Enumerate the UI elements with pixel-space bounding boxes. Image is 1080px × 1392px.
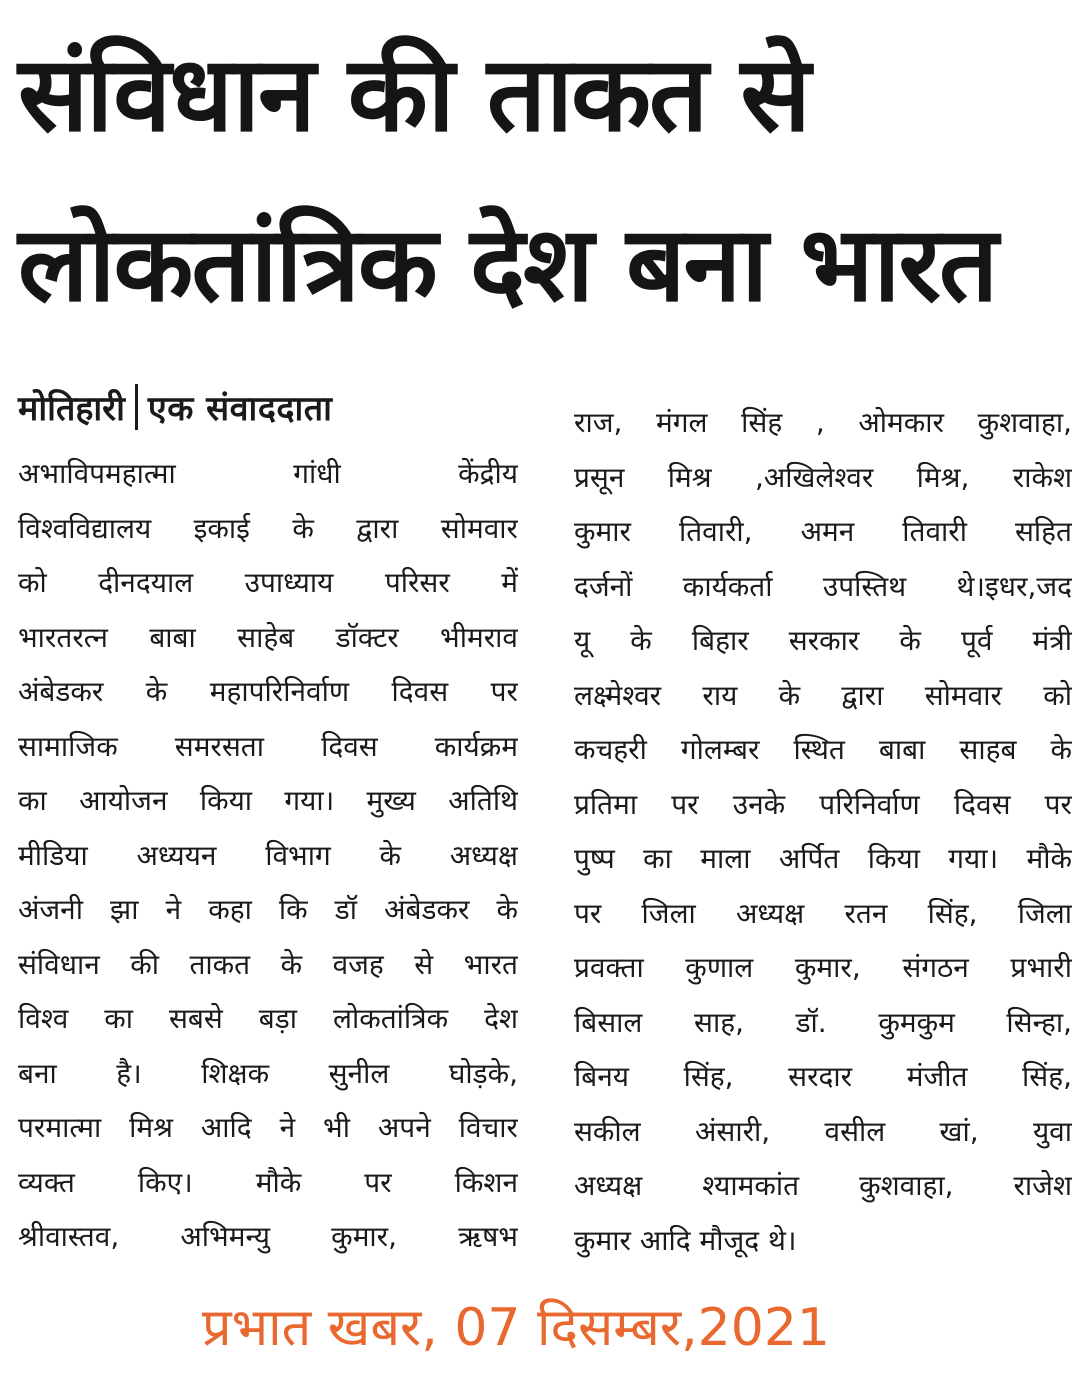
- article-line: को दीनदयाल उपाध्याय परिसर में: [18, 566, 518, 599]
- article-line: श्रीवास्तव, अभिमन्यु कुमार, ऋषभ: [18, 1220, 518, 1253]
- article-line: विश्वविद्यालय इकाई के द्वारा सोमवार: [18, 511, 518, 545]
- headline-line-1: संविधान की ताकत से: [18, 33, 809, 155]
- article-line: का आयोजन किया गया। मुख्य अतिथि: [18, 784, 518, 817]
- article-line: संविधान की ताकत के वजह से भारत: [18, 947, 518, 981]
- article-line: भारतरत्न बाबा साहेब डॉक्टर भीमराव: [18, 620, 518, 654]
- article-line: बना है। शिक्षक सुनील घोड़के,: [18, 1056, 518, 1090]
- article-line: यू के बिहार सरकार के पूर्व मंत्री: [574, 624, 1072, 657]
- article-left-column: [18, 447, 518, 1265]
- article-line: बिसाल साह, डॉ. कुमकुम सिन्हा,: [574, 1005, 1072, 1039]
- headline-line-2: लोकतांत्रिक देश बना भारत: [18, 203, 997, 325]
- byline-location: मोतिहारी: [18, 389, 125, 429]
- article-line: पुष्प का माला अर्पित किया गया। मौके: [574, 842, 1072, 875]
- article-right-column: [574, 396, 1072, 1268]
- article-line: विश्व का सबसे बड़ा लोकतांत्रिक देश: [18, 1002, 518, 1035]
- article-line: सकील अंसारी, वसील खां, युवा: [574, 1114, 1072, 1148]
- article-line: कुमार आदि मौजूद थे।: [574, 1223, 797, 1257]
- article-line: अंबेडकर के महापरिनिर्वाण दिवस पर: [18, 675, 518, 708]
- article-line: दर्जनों कार्यकर्ता उपस्तिथ थे।इधर,जद: [574, 569, 1072, 603]
- article-line: कचहरी गोलम्बर स्थित बाबा साहब के: [574, 733, 1072, 766]
- article-line: व्यक्त किए। मौके पर किशन: [18, 1165, 518, 1199]
- article-line: लक्ष्मेश्वर राय के द्वारा सोमवार को: [574, 678, 1072, 712]
- article-line: राज, मंगल सिंह , ओमकार कुशवाहा,: [574, 406, 1072, 439]
- article-line: मीडिया अध्ययन विभाग के अध्यक्ष: [18, 838, 518, 872]
- article-line: अभाविपमहात्मा गांधी केंद्रीय: [18, 457, 518, 490]
- byline: [18, 384, 332, 430]
- article-line: अंजनी झा ने कहा कि डॉ अंबेडकर के: [18, 893, 518, 926]
- byline-divider: [135, 384, 138, 430]
- article-line: प्रवक्ता कुणाल कुमार, संगठन प्रभारी: [574, 951, 1072, 984]
- article-line: परमात्मा मिश्र आदि ने भी अपने विचार: [18, 1111, 518, 1144]
- article-line: प्रतिमा पर उनके परिनिर्वाण दिवस पर: [574, 787, 1072, 821]
- byline-reporter: एक संवाददाता: [147, 389, 333, 429]
- article-line: कुमार तिवारी, अमन तिवारी सहित: [574, 515, 1072, 548]
- article-line: बिनय सिंह, सरदार मंजीत सिंह,: [574, 1060, 1072, 1093]
- article-line: प्रसून मिश्र ,अखिलेश्वर मिश्र, राकेश: [574, 460, 1072, 494]
- article-line: पर जिला अध्यक्ष रतन सिंह, जिला: [574, 896, 1072, 930]
- source-caption: प्रभात खबर, 07 दिसम्बर,2021: [202, 1298, 830, 1358]
- article-line: अध्यक्ष श्यामकांत कुशवाहा, राजेश: [574, 1169, 1072, 1202]
- article-line: सामाजिक समरसता दिवस कार्यक्रम: [18, 729, 518, 763]
